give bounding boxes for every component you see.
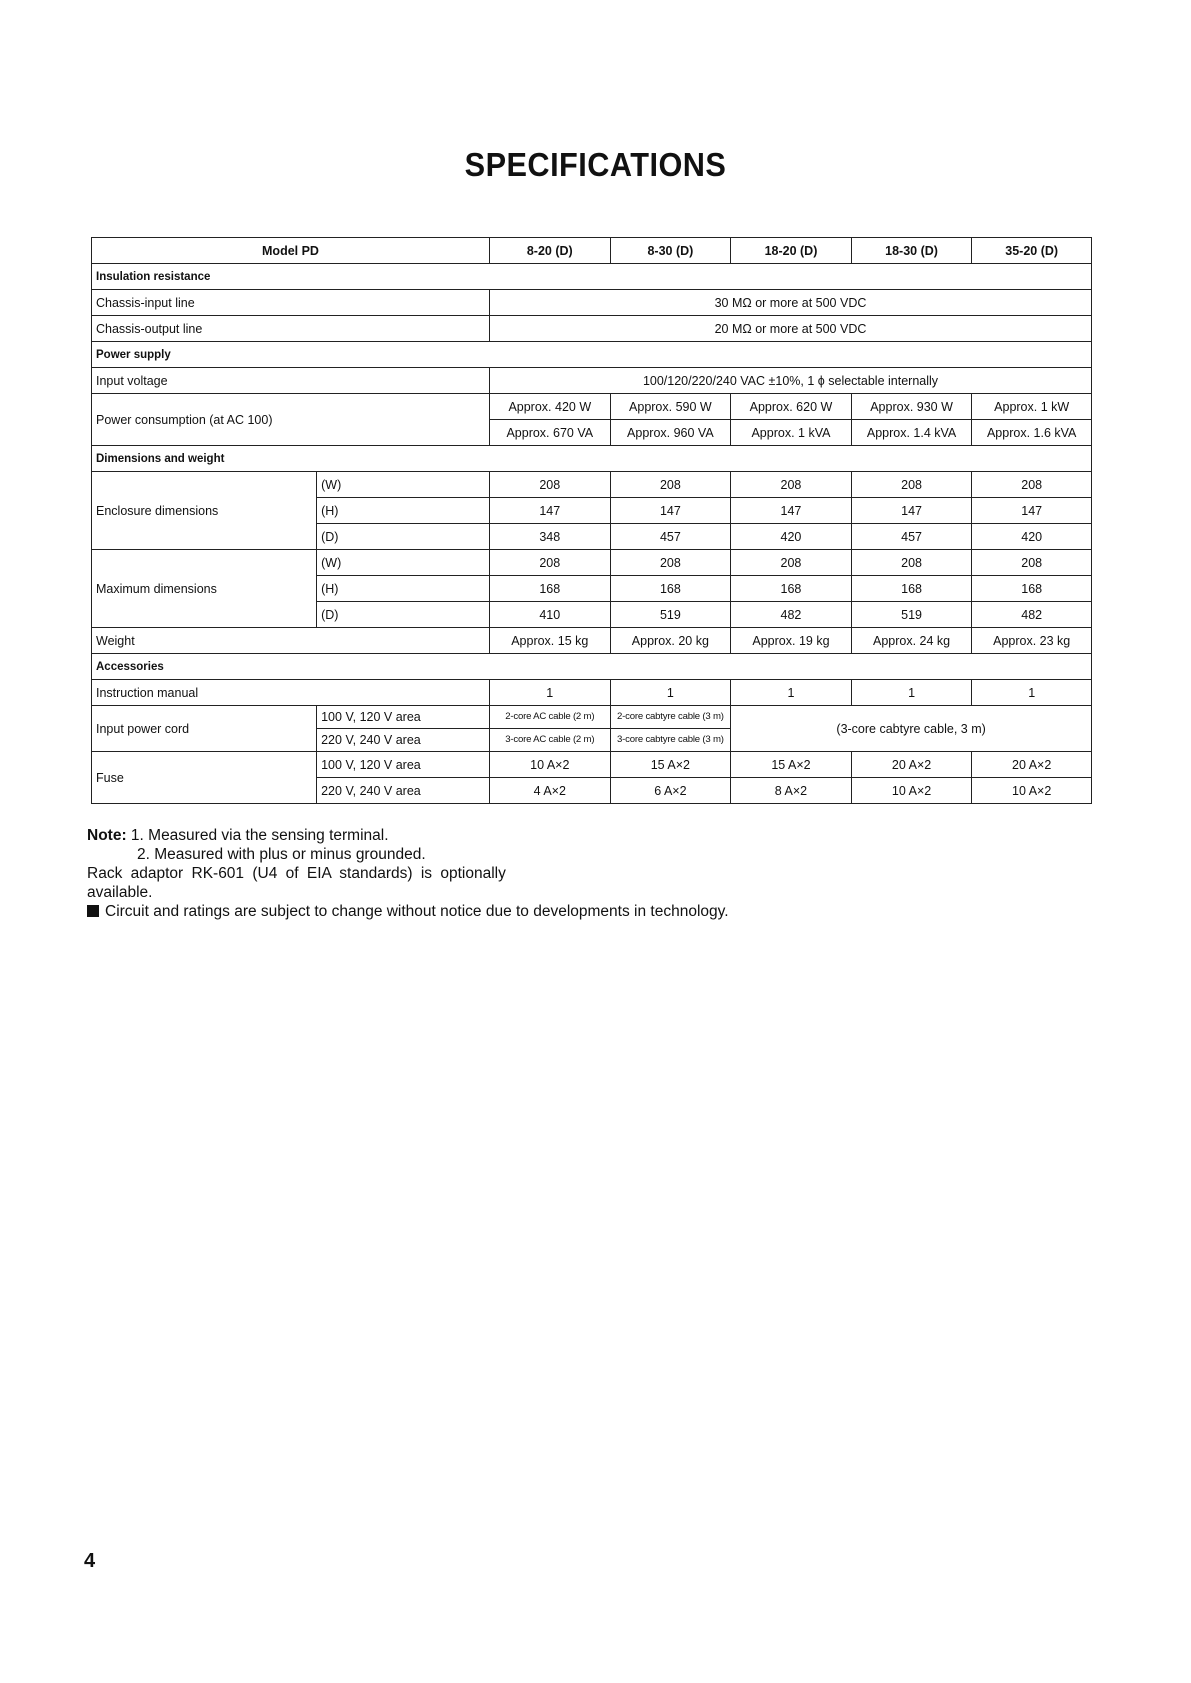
rack-line-2: available.	[87, 884, 153, 901]
table-cell: 208	[851, 550, 972, 576]
table-cell: 3-core AC cable (2 m)	[489, 729, 610, 752]
table-cell: 168	[489, 576, 610, 602]
row-label: Chassis-output line	[92, 316, 490, 342]
axis-label: (W)	[317, 472, 490, 498]
table-cell: 147	[851, 498, 972, 524]
table-cell: 208	[489, 550, 610, 576]
table-cell: 10 A×2	[489, 752, 610, 778]
table-cell: 208	[972, 550, 1092, 576]
row-label: Power consumption (at AC 100)	[92, 394, 490, 446]
row-label: Input voltage	[92, 368, 490, 394]
section-dimensions: Dimensions and weight	[92, 446, 1092, 472]
table-cell: Approx. 1 kVA	[731, 420, 852, 446]
rack-line-1: Rack adaptor RK-601 (U4 of EIA standards) is optionally	[87, 865, 506, 882]
table-cell: 208	[851, 472, 972, 498]
table-cell: Approx. 19 kg	[731, 628, 852, 654]
area-label: 100 V, 120 V area	[317, 706, 490, 729]
axis-label: (D)	[317, 524, 490, 550]
row-label: Input power cord	[92, 706, 317, 752]
section-power: Power supply	[92, 342, 1092, 368]
note-label: Note:	[87, 827, 127, 844]
section-row	[92, 446, 1092, 472]
chassis-output-value: 20 MΩ or more at 500 VDC	[489, 316, 1091, 342]
table-cell: 10 A×2	[972, 778, 1092, 804]
table-cell: 208	[731, 472, 852, 498]
model-header: 8-30 (D)	[610, 238, 731, 264]
table-cell: 1	[731, 680, 852, 706]
table-cell: Approx. 960 VA	[610, 420, 731, 446]
table-cell: Approx. 670 VA	[489, 420, 610, 446]
axis-label: (H)	[317, 576, 490, 602]
table-cell: 2-core cabtyre cable (3 m)	[610, 706, 731, 729]
row-label: Enclosure dimensions	[92, 472, 317, 550]
table-cell: Approx. 620 W	[731, 394, 852, 420]
model-header: 8-20 (D)	[489, 238, 610, 264]
table-cell: 168	[610, 576, 731, 602]
axis-label: (W)	[317, 550, 490, 576]
area-label: 100 V, 120 V area	[317, 752, 490, 778]
specifications-table	[91, 237, 1092, 804]
table-cell: 208	[731, 550, 852, 576]
table-cell: 168	[731, 576, 852, 602]
section-row	[92, 264, 1092, 290]
area-label: 220 V, 240 V area	[317, 729, 490, 752]
model-header: 18-20 (D)	[731, 238, 852, 264]
table-cell: 8 A×2	[731, 778, 852, 804]
table-cell: Approx. 1.6 kVA	[972, 420, 1092, 446]
model-header: 18-30 (D)	[851, 238, 972, 264]
table-cell: Approx. 930 W	[851, 394, 972, 420]
table-cell: 410	[489, 602, 610, 628]
table-cell: 457	[610, 524, 731, 550]
table-cell: 208	[610, 472, 731, 498]
table-cell: 168	[851, 576, 972, 602]
table-cell: 208	[489, 472, 610, 498]
table-cell: 208	[972, 472, 1092, 498]
table-row	[92, 368, 1092, 394]
table-cell: Approx. 1 kW	[972, 394, 1092, 420]
section-row	[92, 342, 1092, 368]
section-row	[92, 654, 1092, 680]
row-label: Instruction manual	[92, 680, 490, 706]
table-cell: 147	[972, 498, 1092, 524]
model-header: 35-20 (D)	[972, 238, 1092, 264]
table-cell: 1	[489, 680, 610, 706]
table-cell: Approx. 20 kg	[610, 628, 731, 654]
table-cell: 1	[610, 680, 731, 706]
table-cell: 420	[731, 524, 852, 550]
table-row	[92, 706, 1092, 729]
table-cell: 4 A×2	[489, 778, 610, 804]
row-label: Chassis-input line	[92, 290, 490, 316]
axis-label: (H)	[317, 498, 490, 524]
table-cell: Approx. 420 W	[489, 394, 610, 420]
table-cell: 15 A×2	[731, 752, 852, 778]
table-cell: 1	[972, 680, 1092, 706]
circuit-note	[87, 902, 729, 921]
row-label: Weight	[92, 628, 490, 654]
table-cell: 10 A×2	[851, 778, 972, 804]
table-cell: 519	[610, 602, 731, 628]
table-cell: Approx. 23 kg	[972, 628, 1092, 654]
table-cell: 147	[610, 498, 731, 524]
table-cell: 2-core AC cable (2 m)	[489, 706, 610, 729]
input-voltage-value: 100/120/220/240 VAC ±10%, 1 ϕ selectable internally	[489, 368, 1091, 394]
table-cell: 20 A×2	[972, 752, 1092, 778]
axis-label: (D)	[317, 602, 490, 628]
page-number: 4	[84, 1550, 96, 1572]
table-cell: 15 A×2	[610, 752, 731, 778]
notes-block	[87, 826, 729, 921]
table-cell: 482	[972, 602, 1092, 628]
table-cell: Approx. 24 kg	[851, 628, 972, 654]
table-row	[92, 290, 1092, 316]
section-insulation: Insulation resistance	[92, 264, 1092, 290]
table-cell: 208	[610, 550, 731, 576]
row-label: Fuse	[92, 752, 317, 804]
table-row	[92, 628, 1092, 654]
table-row	[92, 394, 1092, 420]
section-accessories: Accessories	[92, 654, 1092, 680]
table-row	[92, 752, 1092, 778]
cord-merged-cell: (3-core cabtyre cable, 3 m)	[731, 706, 1092, 752]
note-line-2	[87, 845, 729, 864]
header-row	[92, 238, 1092, 264]
bullet-square-icon	[87, 905, 99, 917]
table-cell: 168	[972, 576, 1092, 602]
table-cell: 457	[851, 524, 972, 550]
table-row	[92, 550, 1092, 576]
circuit-text: Circuit and ratings are subject to change without notice due to developments in technology.	[105, 903, 729, 920]
table-cell: 147	[731, 498, 852, 524]
chassis-input-value: 30 MΩ or more at 500 VDC	[489, 290, 1091, 316]
note-text: 2. Measured with plus or minus grounded.	[137, 846, 426, 863]
note-text: 1. Measured via the sensing terminal.	[130, 827, 389, 844]
table-cell: 6 A×2	[610, 778, 731, 804]
table-cell: 3-core cabtyre cable (3 m)	[610, 729, 731, 752]
table-cell: 519	[851, 602, 972, 628]
table-cell: Approx. 590 W	[610, 394, 731, 420]
table-cell: Approx. 15 kg	[489, 628, 610, 654]
page-title: SPECIFICATIONS	[464, 146, 727, 183]
row-label: Maximum dimensions	[92, 550, 317, 628]
table-cell: 20 A×2	[851, 752, 972, 778]
table-cell: Approx. 1.4 kVA	[851, 420, 972, 446]
table-cell: 1	[851, 680, 972, 706]
table-row	[92, 316, 1092, 342]
table-row	[92, 680, 1092, 706]
note-line-1	[87, 826, 729, 845]
table-cell: 420	[972, 524, 1092, 550]
table-row	[92, 472, 1092, 498]
table-cell: 147	[489, 498, 610, 524]
model-label: Model PD	[92, 238, 490, 264]
table-cell: 482	[731, 602, 852, 628]
table-cell: 348	[489, 524, 610, 550]
area-label: 220 V, 240 V area	[317, 778, 490, 804]
